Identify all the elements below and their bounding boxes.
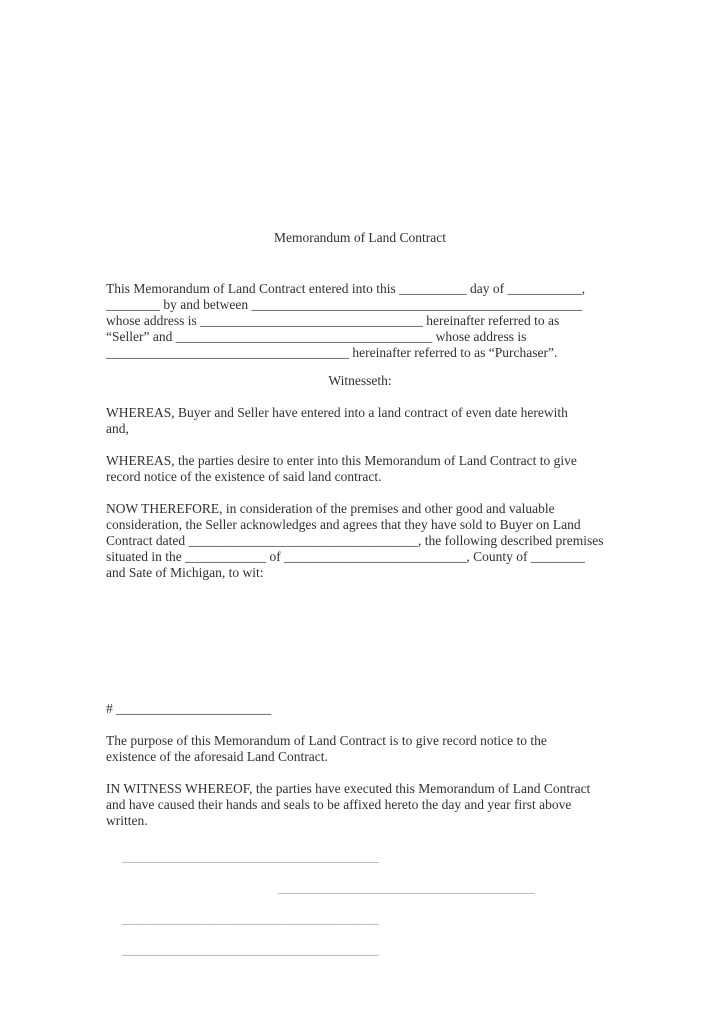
now-therefore-paragraph [106, 501, 614, 581]
now-therefore-line-3: Contract dated __________________________________, the following described premises [106, 533, 604, 548]
signature-line-4: ______________________________________ [122, 942, 379, 957]
in-witness-line-3: written. [106, 813, 148, 828]
parcel-number-blank: # _______________________ [106, 701, 272, 716]
whereas-1-line-1: WHEREAS, Buyer and Seller have entered into a land contract of even date herewith [106, 405, 568, 420]
intro-line-5: ____________________________________ hereinafter referred to as “Purchaser”. [106, 345, 558, 360]
document-content [106, 0, 614, 958]
document-title: Memorandum of Land Contract [273, 230, 447, 245]
whereas-recital-2 [106, 453, 614, 485]
whereas-2-line-1: WHEREAS, the parties desire to enter into this Memorandum of Land Contract to give [106, 453, 577, 468]
in-witness-line-2: and have caused their hands and seals to be affixed hereto the day and year first above [106, 797, 572, 812]
intro-line-3: whose address is _________________________________ hereinafter referred to as [106, 313, 560, 328]
intro-paragraph [106, 281, 614, 361]
now-therefore-line-2: consideration, the Seller acknowledges and agrees that they have sold to Buyer on Land [106, 517, 581, 532]
now-therefore-line-1: NOW THEREFORE, in consideration of the premises and other good and valuable [106, 501, 555, 516]
signature-line-3: ______________________________________ [122, 911, 379, 926]
signature-line-1: ______________________________________ [122, 849, 379, 864]
intro-line-1: This Memorandum of Land Contract entered into this __________ day of ___________, [106, 281, 586, 296]
signature-line-2: ______________________________________ [278, 880, 535, 895]
in-witness-paragraph [106, 781, 614, 829]
intro-line-2: ________ by and between _________________________________________________ [106, 297, 583, 312]
purpose-paragraph [106, 733, 614, 765]
intro-line-4: “Seller” and ______________________________________ whose address is [106, 329, 527, 344]
whereas-1-line-2: and, [106, 421, 129, 436]
now-therefore-line-4: situated in the ____________ of ___________________________, County of ________ [106, 549, 585, 564]
whereas-recital-1 [106, 405, 614, 437]
purpose-line-2: existence of the aforesaid Land Contract. [106, 749, 328, 764]
parcel-number-line [106, 701, 614, 717]
witnesseth-heading: Witnesseth: [328, 373, 392, 388]
whereas-2-line-2: record notice of the existence of said land contract. [106, 469, 382, 484]
purpose-line-1: The purpose of this Memorandum of Land Contract is to give record notice to the [106, 733, 547, 748]
now-therefore-line-5: and Sate of Michigan, to wit: [106, 565, 264, 580]
in-witness-line-1: IN WITNESS WHEREOF, the parties have executed this Memorandum of Land Contract [106, 781, 591, 796]
signature-block [106, 849, 614, 958]
